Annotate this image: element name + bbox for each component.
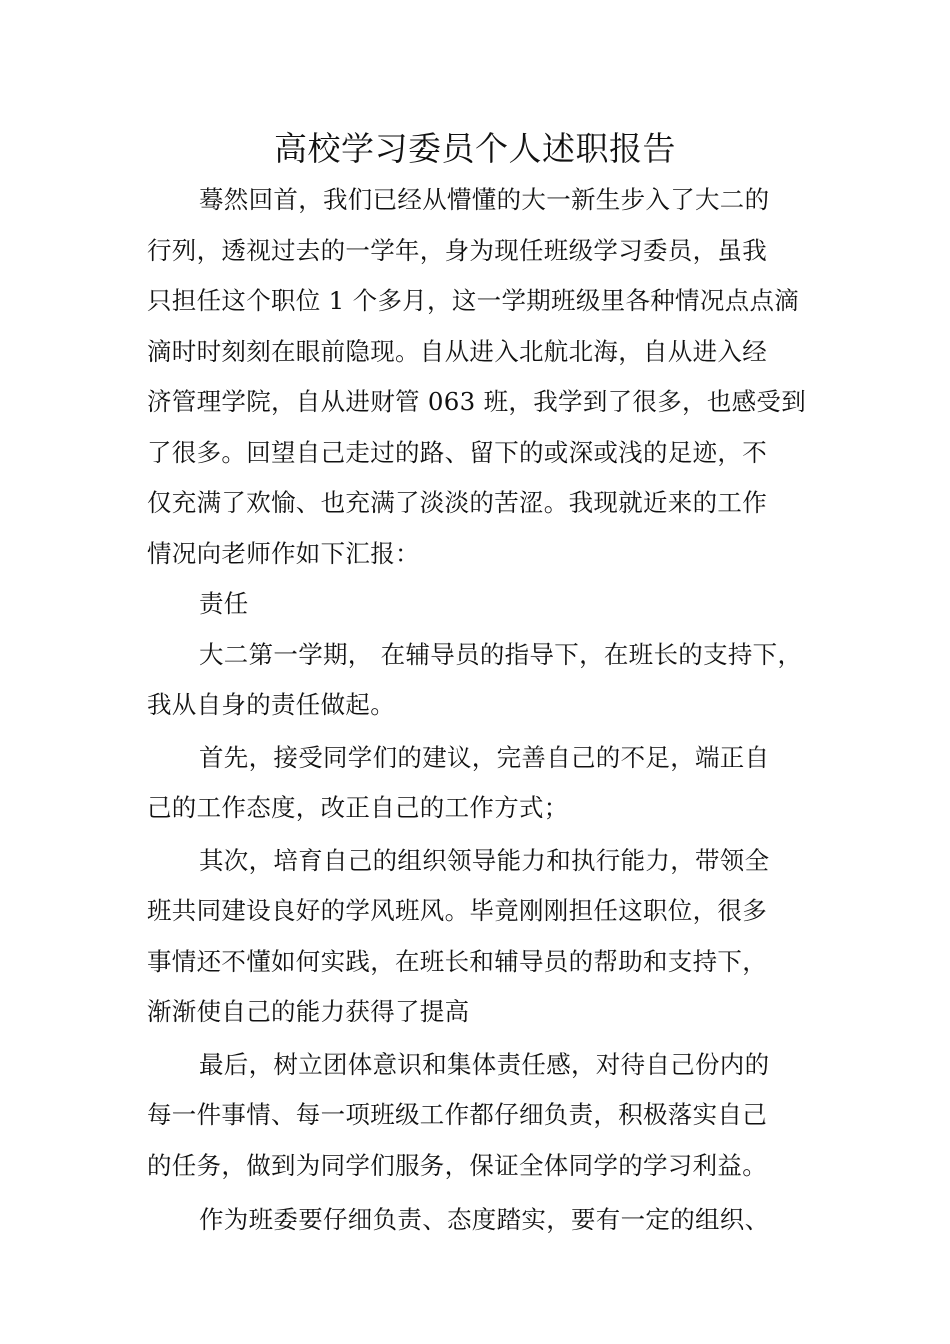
body-line: 大二第一学期， 在辅导员的指导下，在班长的支持下， [199,639,803,669]
body-line: 了很多。回望自己走过的路、留下的或深或浅的足迹，不 [147,437,767,467]
body-line: 己的工作态度，改正自己的工作方式； [147,793,569,822]
body-line: 济管理学院，自从进财管 063 班，我学到了很多，也感受到 [147,387,807,416]
body-line: 情况向老师作如下汇报： [147,538,420,568]
section-heading: 责任 [199,589,249,618]
body-line: 仅充满了欢愉、也充满了淡淡的苦涩。我现就近来的工作 [147,488,767,517]
body-line: 我从自身的责任做起。 [147,690,395,719]
body-line: 班共同建设良好的学风班风。毕竟刚刚担任这职位，很多 [147,896,767,925]
body-line: 行列，透视过去的一学年，身为现任班级学习委员，虽我 [147,235,767,265]
document-title: 高校学习委员个人述职报告 [274,129,676,168]
body-line: 蓦然回首，我们已经从懵懂的大一新生步入了大二的 [199,185,770,214]
body-line: 事情还不懂如何实践，在班长和辅导员的帮助和支持下， [147,946,767,976]
body-line: 滴时时刻刻在眼前隐现。自从进入北航北海，自从进入经 [147,336,767,366]
body-line: 渐渐使自己的能力获得了提高 [147,997,470,1026]
body-line: 最后，树立团体意识和集体责任感，对待自己份内的 [199,1049,770,1079]
body-line: 作为班委要仔细负责、态度踏实，要有一定的组织、 [199,1205,770,1234]
body-line: 其次，培育自己的组织领导能力和执行能力，带领全 [199,845,770,875]
body-line: 只担任这个职位 1 个多月，这一学期班级里各种情况点点滴 [147,286,800,315]
body-line: 的任务，做到为同学们服务，保证全体同学的学习利益。 [147,1150,767,1180]
document-body [147,175,817,1246]
body-line: 首先，接受同学们的建议，完善自己的不足，端正自 [199,742,770,772]
body-line: 每一件事情、每一项班级工作都仔细负责，积极落实自己 [147,1100,767,1129]
